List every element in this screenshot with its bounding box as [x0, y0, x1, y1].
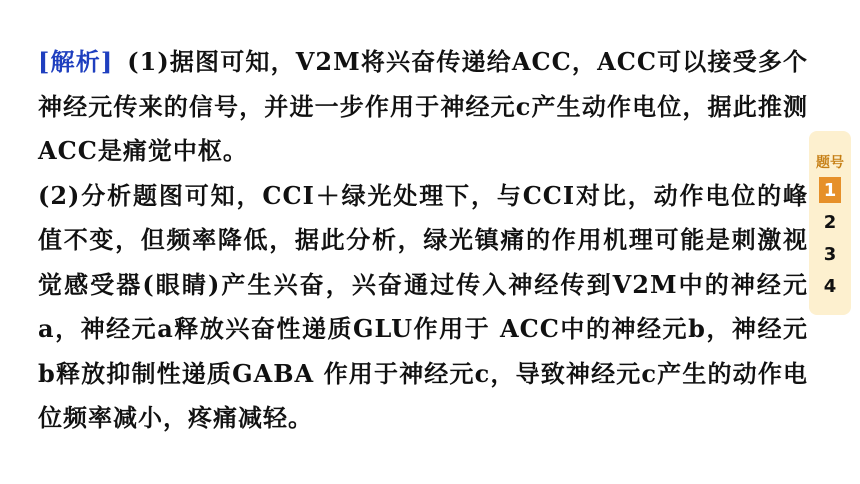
- question-number-3[interactable]: 3: [823, 243, 837, 265]
- question-number-2[interactable]: 2: [823, 211, 837, 233]
- analysis-paragraph-2: [38, 174, 808, 441]
- question-number-sidebar: [809, 131, 851, 315]
- analysis-text-2: (2)分析题图可知，CCI＋绿光处理下，与CCI对比，动作电位的峰值不变，但频率降低，据此分析，绿光镇痛的作用机理可能是刺激视觉感受器(眼睛)产生兴奋，兴奋通过传入神经传到V2M中的神经元a，神经元a释放兴奋性递质GLU作用于 ACC中的神经元b，神经元 b释放抑制性递质GABA 作用于神经元c，导致神经元c产生的动作电位频率减小，疼痛减轻。: [38, 180, 808, 432]
- analysis-tag: [解析]: [38, 47, 114, 76]
- sidebar-title: 题号: [816, 155, 844, 171]
- question-number-4[interactable]: 4: [823, 275, 837, 297]
- analysis-text-1: (1)据图可知，V2M将兴奋传递给ACC，ACC可以接受多个神经元传来的信号，并进一步作用于神经元c产生动作电位，据此推测ACC是痛觉中枢。: [38, 47, 808, 165]
- analysis-content: [38, 40, 808, 441]
- question-number-1[interactable]: 1: [819, 177, 841, 203]
- analysis-paragraph-1: [38, 40, 808, 174]
